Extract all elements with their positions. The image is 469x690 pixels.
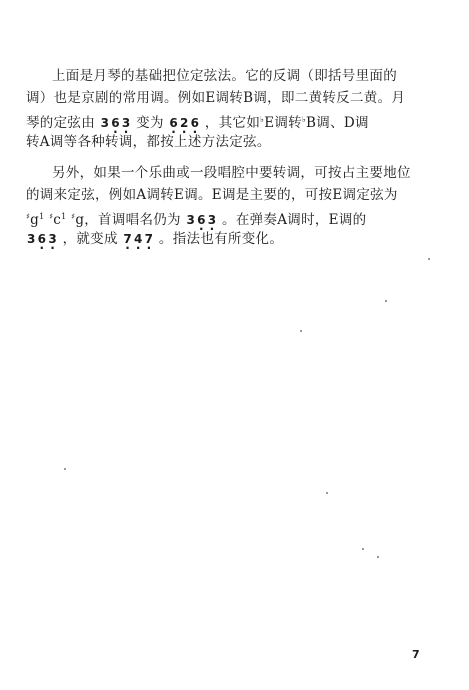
note: 3 · (207, 209, 218, 231)
text: 。指法也有所变化。 (158, 231, 284, 247)
text-line (26, 87, 446, 109)
text: 转A调等各种转调，都按上述方法定弦。 (26, 134, 271, 150)
notation-group (168, 115, 205, 131)
paper-speck (362, 548, 364, 550)
note: 3 · (121, 112, 132, 134)
note: 6 · (110, 112, 121, 134)
text: g，首调唱名仍为 (75, 212, 181, 228)
text-line (26, 109, 446, 131)
flat-sign: ♭ (260, 115, 265, 124)
note: 7 · (144, 228, 155, 250)
paper-speck (428, 258, 430, 260)
text: 调）也是京剧的常用调。例如E调转B调，即二黄转反二黄。月 (26, 90, 406, 106)
text: ，就变成 (62, 231, 118, 247)
note: 6 · (190, 112, 201, 134)
note: 7 · (122, 228, 133, 250)
text: 的调来定弦，例如A调转E调。E调是主要的，可按E调定弦为 (26, 187, 398, 203)
note: 4 · (133, 228, 144, 250)
text: E调转 (264, 115, 302, 131)
paper-speck (385, 300, 387, 302)
text: c (53, 212, 62, 228)
paper-speck (300, 330, 302, 332)
notation-group (26, 231, 63, 247)
text-line (26, 184, 446, 206)
text: 另外，如果一个乐曲或一段唱腔中要转调，可按占主要地位 (52, 165, 411, 181)
note: 6 · (196, 209, 207, 231)
sharp-sign: ♯ (49, 212, 54, 221)
text: 上面是月琴的基础把位定弦法。它的反调（即括号里面的 (52, 68, 397, 84)
text: 琴的定弦由 (26, 115, 95, 131)
paragraph-2 (26, 162, 446, 250)
sharp-sign: ♯ (26, 212, 31, 221)
note: 3 · (47, 228, 58, 250)
text-line (26, 228, 446, 250)
text-line (26, 131, 446, 153)
text-line (26, 206, 446, 228)
paper-speck (377, 556, 379, 558)
text: B调、D调 (306, 115, 369, 131)
flat-sign: ♭ (301, 115, 307, 124)
text-line (26, 162, 446, 184)
note: 6 · (168, 112, 179, 134)
text: 。在弹奏A调时，E调的 (222, 212, 367, 228)
paper-speck (64, 468, 66, 470)
page-number: 7 (412, 648, 420, 661)
note: 2 · (179, 112, 190, 134)
text: ，其它如 (204, 115, 261, 131)
superscript: 1 (39, 212, 45, 221)
paper-speck (326, 492, 328, 494)
notation-group (122, 231, 159, 247)
text: 变为 (136, 115, 164, 131)
text-line (26, 65, 446, 87)
note: 6 · (37, 228, 48, 250)
text: g (30, 212, 40, 228)
sharp-sign: ♯ (71, 212, 76, 221)
superscript: 1 (61, 212, 67, 221)
note: 3 (27, 232, 36, 246)
notation-group (100, 115, 137, 131)
note: 3 (186, 213, 196, 227)
notation-group (185, 212, 222, 228)
paragraph-1 (26, 65, 446, 153)
note: 3 (100, 116, 110, 130)
